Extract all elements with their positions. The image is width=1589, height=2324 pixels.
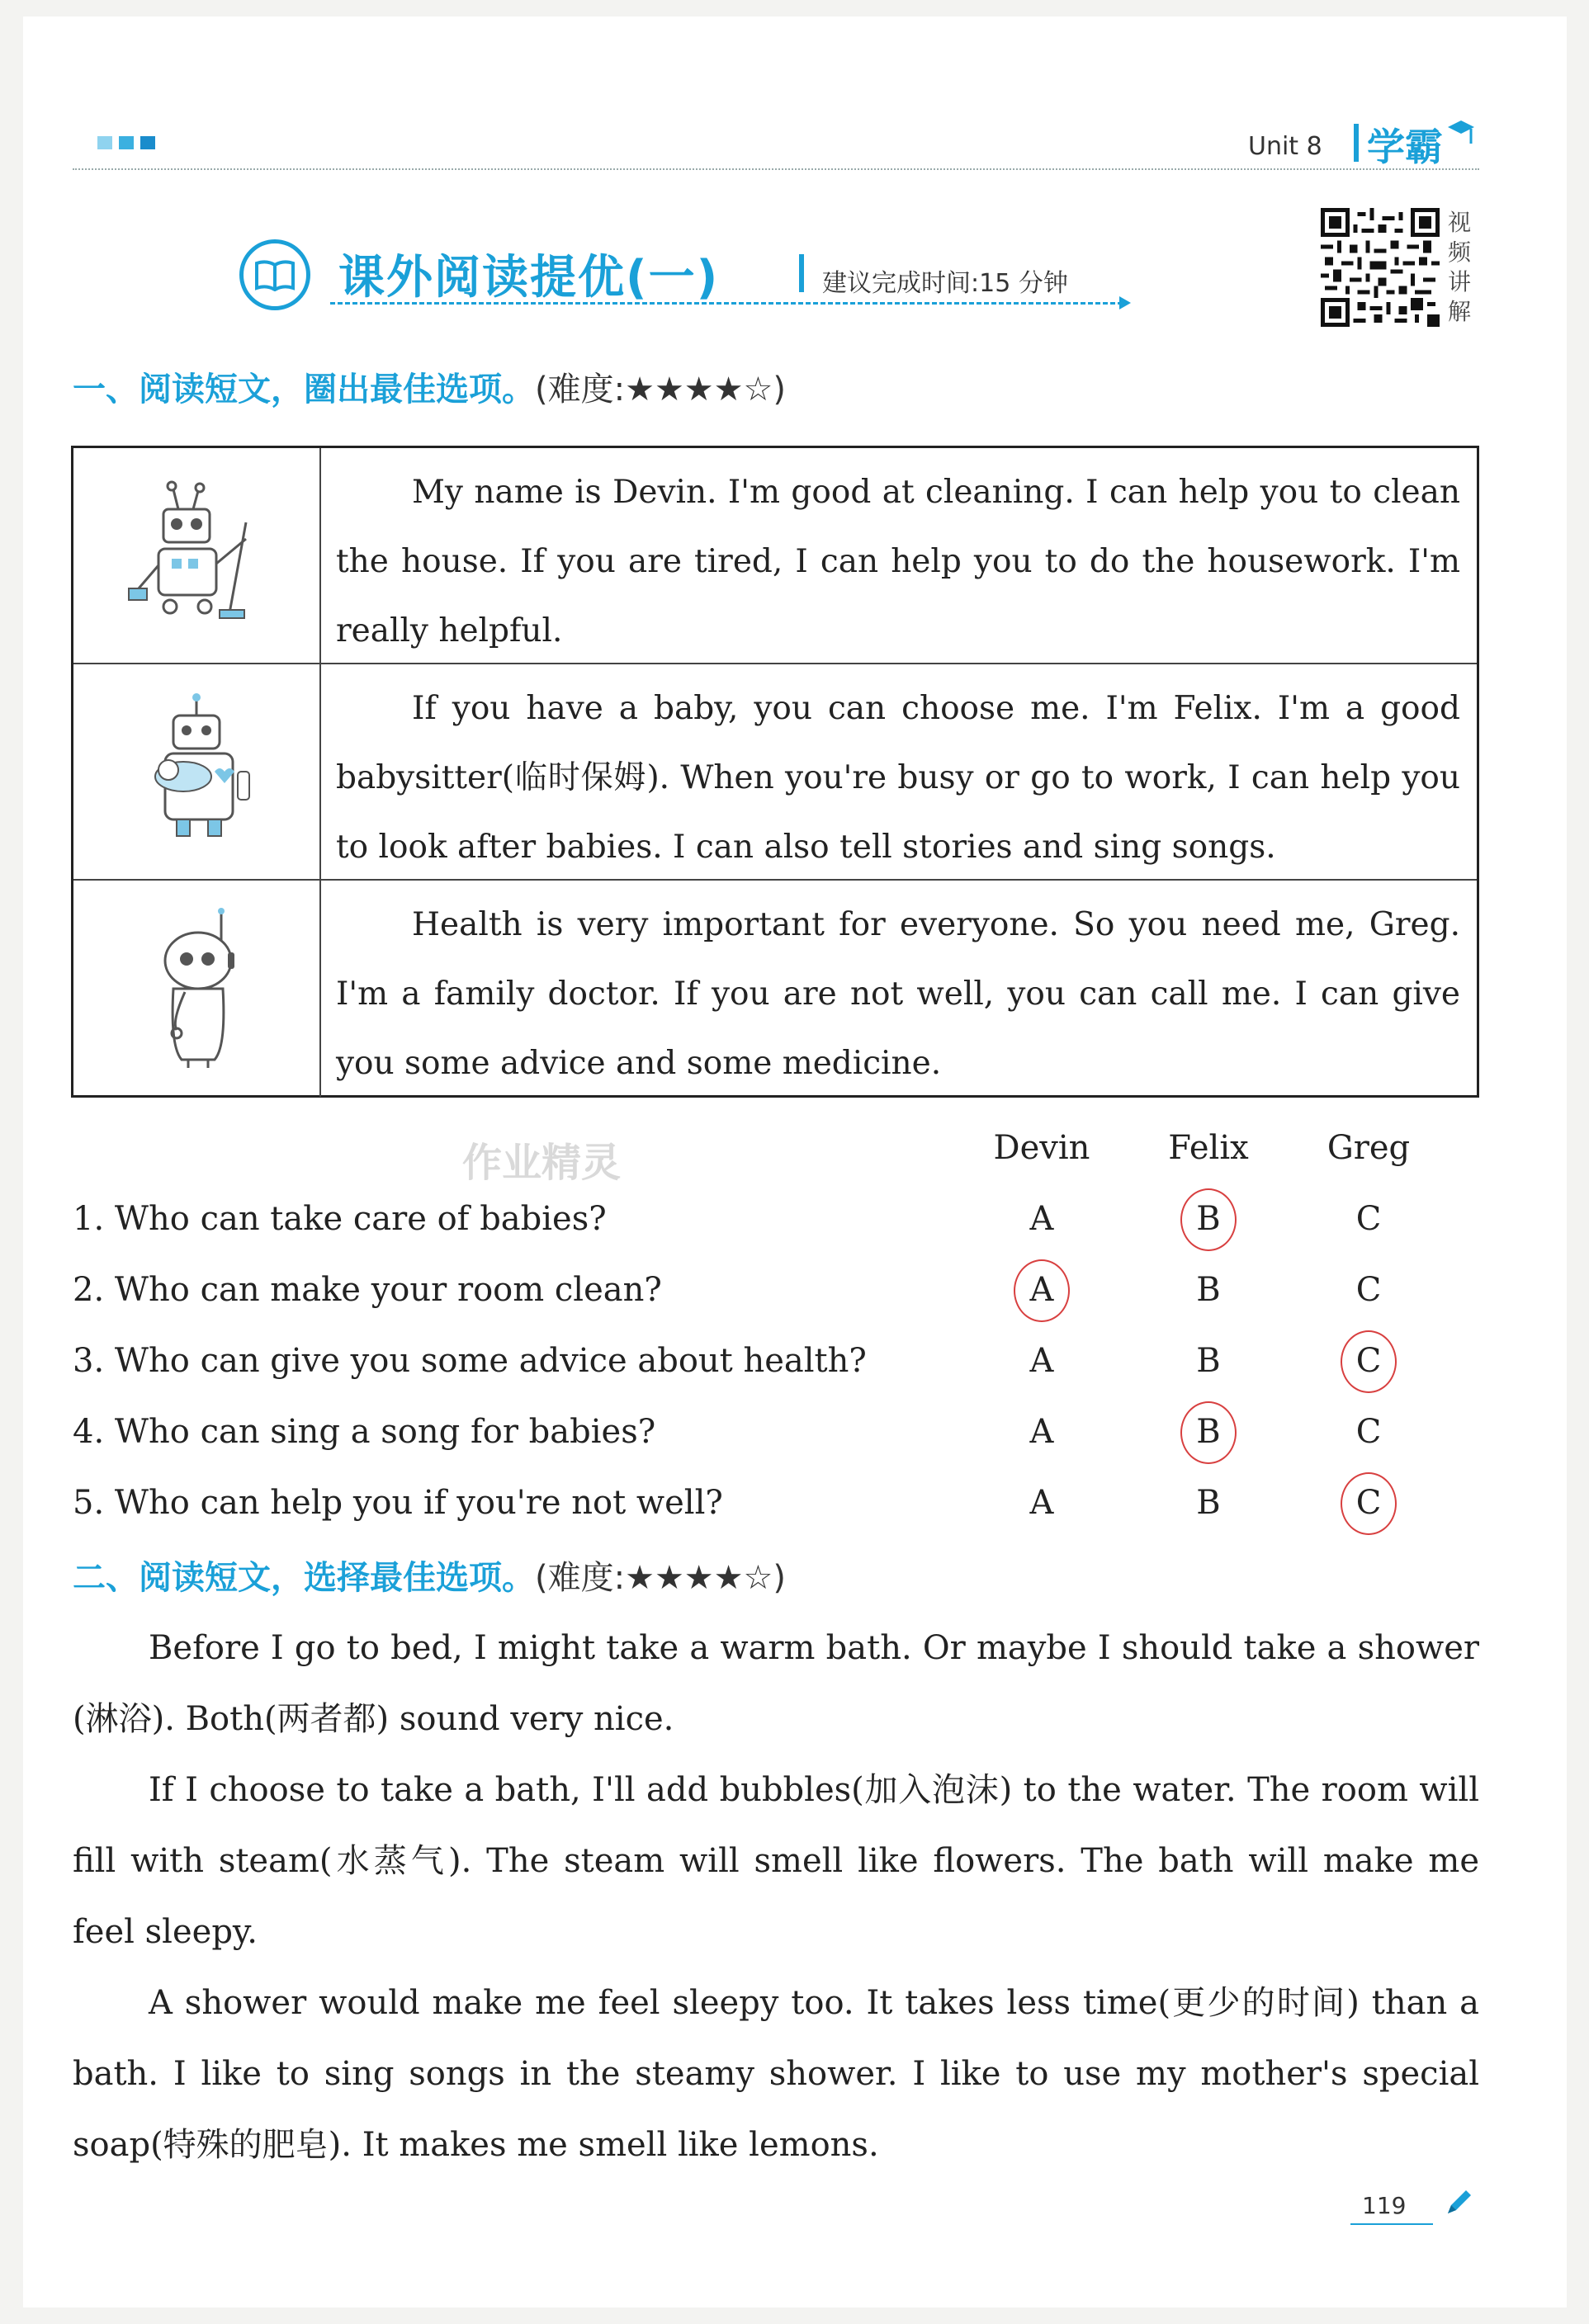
paragraph-text: If I choose to take a bath, I'll add bubbles(加入泡沫) to the water. The room will fill with steam(水蒸气). The steam will smell like flowers. The bath will make me feel sleepy. (73, 1771, 1479, 1951)
option-a-circled[interactable]: A (1009, 1271, 1075, 1309)
option-a[interactable]: A (1029, 1200, 1054, 1238)
question-number: 5. (73, 1484, 105, 1522)
open-book-icon (239, 239, 310, 310)
question-number: 4. (73, 1413, 105, 1451)
column-header-devin: Devin (993, 1129, 1090, 1167)
part1-heading (73, 363, 786, 410)
column-header-felix: Felix (1168, 1129, 1249, 1167)
passage-paragraph (73, 1613, 1479, 1755)
question-item (73, 1271, 662, 1309)
question-number: 3. (73, 1342, 105, 1380)
option-c[interactable]: C (1355, 1200, 1382, 1238)
graduation-cap-icon (1446, 116, 1474, 149)
part2-heading (73, 1552, 786, 1599)
question-number: 1. (73, 1200, 105, 1238)
passage-row (73, 664, 1477, 881)
part2-heading-text: 二、阅读短文，选择最佳选项。 (73, 1559, 535, 1597)
title-divider (799, 254, 804, 292)
option-b[interactable]: B (1196, 1271, 1221, 1309)
part2-difficulty: (难度:★★★★☆) (535, 1559, 786, 1597)
qr-caption-char: 讲 (1448, 268, 1472, 295)
page-number-rule (1350, 2223, 1433, 2225)
passage-paragraph (73, 1967, 1479, 2180)
passage-text (336, 458, 1460, 666)
passage-greg: Health is very important for everyone. So you need me, Greg. I'm a family doctor. If you are not well, you can call me. I can give you some advice and some medicine. (336, 906, 1460, 1082)
column-header-greg: Greg (1327, 1129, 1411, 1167)
qr-caption-char: 解 (1448, 298, 1472, 325)
qr-caption (1448, 208, 1478, 327)
brand-logo: 学霸 (1367, 125, 1443, 169)
brand-divider (1354, 124, 1359, 162)
question-item (73, 1413, 655, 1451)
option-a[interactable]: A (1029, 1484, 1054, 1522)
question-item (73, 1200, 607, 1238)
option-b-circled[interactable]: B (1175, 1200, 1241, 1238)
babysitter-robot-icon (73, 664, 321, 879)
question-text: Who can sing a song for babies? (114, 1413, 656, 1451)
question-text: Who can take care of babies? (114, 1200, 607, 1238)
passage-felix: If you have a baby, you can choose me. I'm Felix. I'm a good babysitter(临时保姆). When you're busy or go to work, I can help you to look after babies. I can also tell stories and sing songs. (336, 690, 1460, 866)
question-item (73, 1484, 723, 1522)
passage-row (73, 881, 1477, 1097)
option-c[interactable]: C (1355, 1413, 1382, 1451)
passage-devin: My name is Devin. I'm good at cleaning. I can help you to clean the house. If you are tired, I can help you to do the housework. I'm really helpful. (336, 474, 1460, 649)
page-number: 119 (1362, 2192, 1407, 2219)
question-item (73, 1342, 867, 1380)
paragraph-text: Before I go to bed, I might take a warm bath. Or maybe I should take a shower (淋浴). Both(两者都) sound very nice. (73, 1629, 1479, 1738)
question-text: Who can make your room clean? (114, 1271, 662, 1309)
qr-caption-char: 视 (1448, 209, 1472, 236)
deco-square (97, 136, 112, 149)
part1-heading-text: 一、阅读短文，圈出最佳选项。 (73, 371, 535, 409)
option-b[interactable]: B (1196, 1484, 1221, 1522)
option-c-circled[interactable]: C (1336, 1484, 1402, 1522)
option-c[interactable]: C (1355, 1271, 1382, 1309)
title-underline (330, 302, 1123, 305)
header-rule (73, 168, 1479, 170)
option-a[interactable]: A (1029, 1413, 1054, 1451)
passage-paragraph (73, 1755, 1479, 1967)
deco-square (119, 136, 134, 149)
watermark: 作业精灵 (462, 1140, 622, 1186)
question-text: Who can help you if you're not well? (114, 1484, 723, 1522)
cleaning-robot-icon (73, 448, 321, 663)
question-number: 2. (73, 1271, 105, 1309)
option-a[interactable]: A (1029, 1342, 1054, 1380)
pencil-icon (1441, 2185, 1474, 2218)
passage-text (336, 890, 1460, 1098)
section-title: 课外阅读提优(一) (338, 251, 720, 305)
part1-difficulty: (难度:★★★★☆) (535, 371, 786, 409)
question-text: Who can give you some advice about health? (114, 1342, 867, 1380)
passage-text (336, 674, 1460, 882)
unit-label: Unit 8 (1248, 132, 1322, 161)
doctor-robot-icon (73, 881, 321, 1097)
paragraph-text: A shower would make me feel sleepy too. It takes less time(更少的时间) than a bath. I like to sing songs in the steamy shower. I like to use my mother's special soap(特殊的肥皂). It makes me smell like lemons. (73, 1984, 1479, 2164)
option-c-circled[interactable]: C (1336, 1342, 1402, 1380)
deco-square (140, 136, 155, 149)
reading-table (71, 446, 1479, 1098)
option-b-circled[interactable]: B (1175, 1413, 1241, 1451)
header-decoration (97, 136, 155, 149)
qr-code-icon[interactable] (1321, 208, 1440, 327)
passage-row (73, 448, 1477, 664)
option-b[interactable]: B (1196, 1342, 1221, 1380)
title-arrow-icon (1119, 296, 1131, 309)
qr-caption-char: 频 (1448, 239, 1472, 266)
suggested-time: 建议完成时间:15 分钟 (822, 269, 1068, 298)
